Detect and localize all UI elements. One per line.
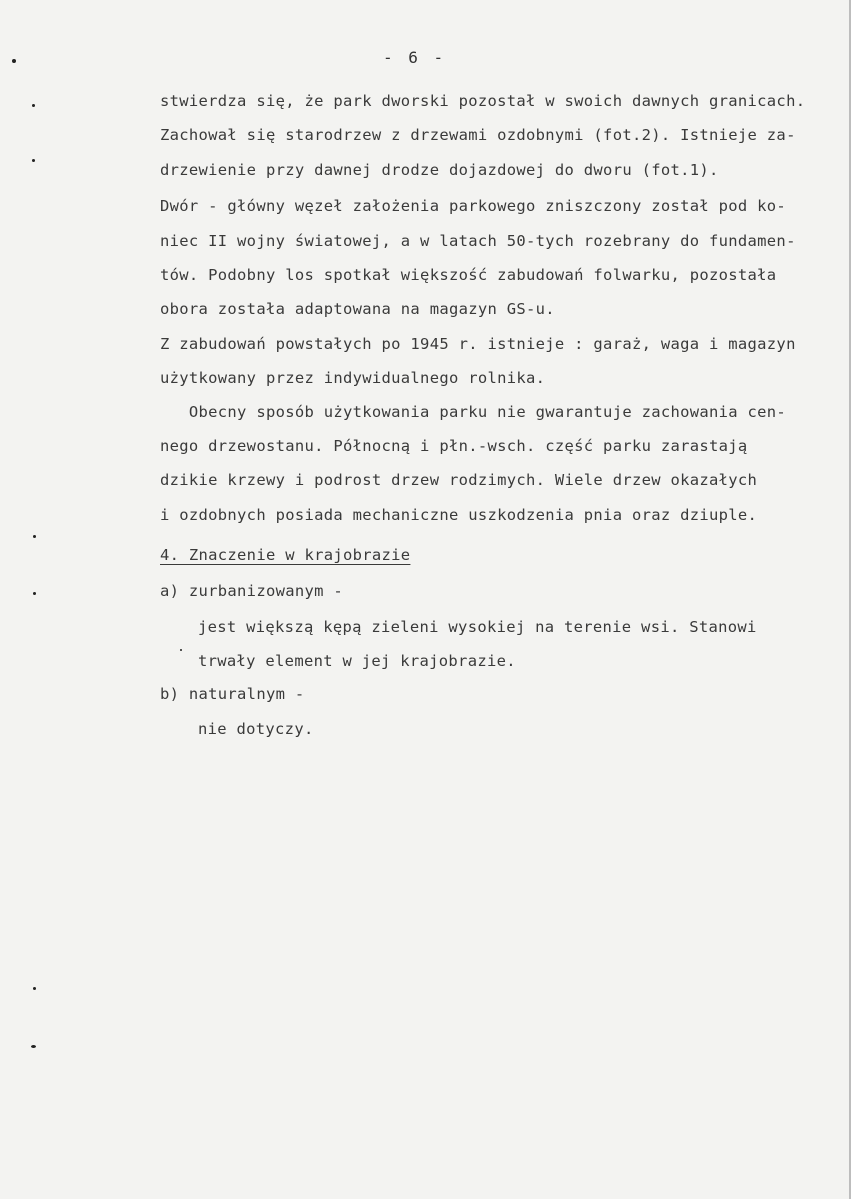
section-heading: 4. Znaczenie w krajobrazie — [160, 546, 411, 564]
list-label-b: b) naturalnym - — [160, 685, 305, 703]
text-line: jest większą kępą zieleni wysokiej na terenie wsi. Stanowi — [198, 618, 757, 636]
text-line: Dwór - główny węzeł założenia parkowego zniszczony został pod ko- — [160, 197, 787, 215]
scan-mark — [33, 987, 36, 990]
text-line: niec II wojny światowej, a w latach 50-tych rozebrany do fundamen- — [160, 232, 796, 250]
scan-mark — [32, 159, 35, 162]
scan-mark — [180, 649, 182, 651]
text-line: drzewienie przy dawnej drodze dojazdowej do dworu (fot.1). — [160, 161, 719, 179]
scan-mark — [31, 1045, 36, 1048]
text-line: nie dotyczy. — [198, 720, 314, 738]
text-line: nego drzewostanu. Północną i płn.-wsch. część parku zarastają — [160, 437, 748, 455]
text-line: Obecny sposób użytkowania parku nie gwarantuje zachowania cen- — [160, 403, 787, 421]
scan-mark — [33, 535, 36, 538]
scan-mark — [32, 104, 35, 107]
text-line: i ozdobnych posiada mechaniczne uszkodzenia pnia oraz dziuple. — [160, 506, 758, 524]
text-line: Zachował się starodrzew z drzewami ozdobnymi (fot.2). Istnieje za- — [160, 126, 796, 144]
page-number: - 6 - — [383, 48, 447, 67]
text-line: obora została adaptowana na magazyn GS-u. — [160, 300, 555, 318]
text-line: Z zabudowań powstałych po 1945 r. istnieje : garaż, waga i magazyn — [160, 335, 796, 353]
text-line: użytkowany przez indywidualnego rolnika. — [160, 369, 546, 387]
text-line: tów. Podobny los spotkał większość zabudowań folwarku, pozostała — [160, 266, 777, 284]
text-line: trwały element w jej krajobrazie. — [198, 652, 516, 670]
list-label-a: a) zurbanizowanym - — [160, 582, 344, 600]
scan-mark — [33, 592, 36, 595]
text-line: dzikie krzewy i podrost drzew rodzimych. Wiele drzew okazałych — [160, 471, 758, 489]
scan-mark — [12, 59, 16, 63]
text-line: stwierdza się, że park dworski pozostał w swoich dawnych granicach. — [160, 92, 806, 110]
